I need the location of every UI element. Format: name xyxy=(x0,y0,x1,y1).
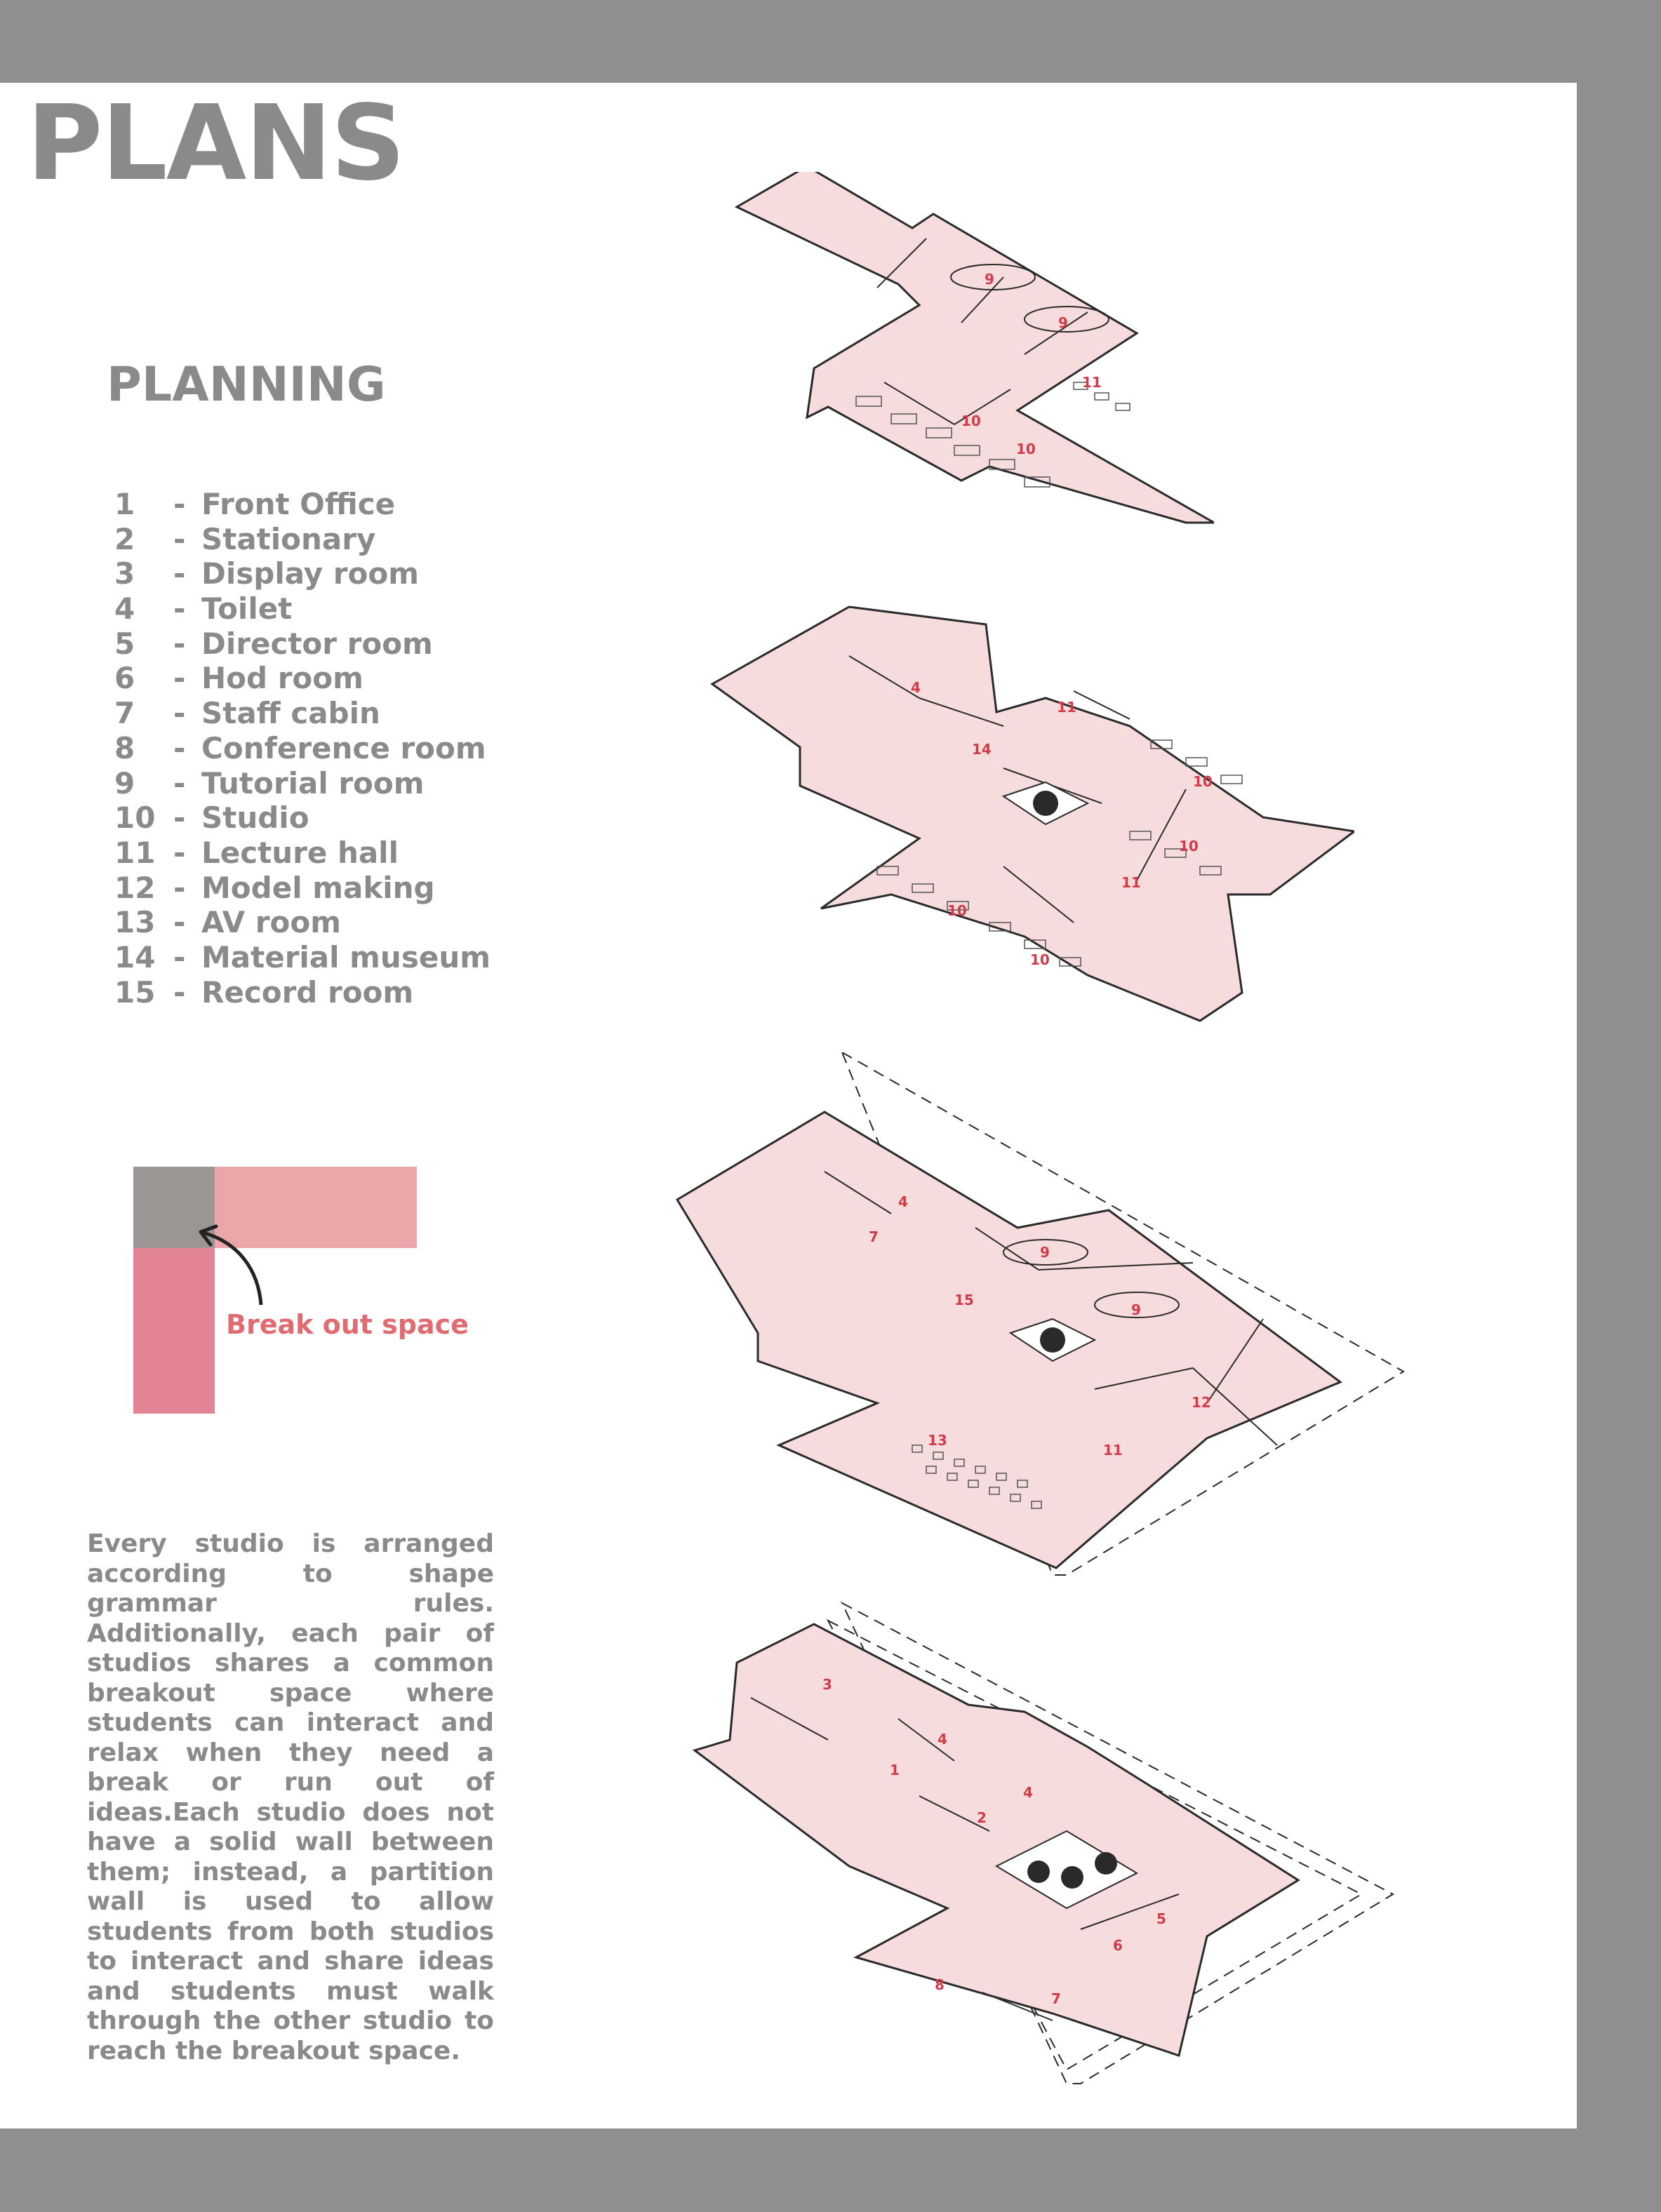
legend-item xyxy=(114,766,491,801)
legend-item xyxy=(114,661,491,696)
room-number: 11 xyxy=(1121,874,1141,891)
legend-item xyxy=(114,556,491,591)
room-number: 9 xyxy=(1040,1244,1050,1261)
tree xyxy=(1040,1327,1065,1353)
legend-number: 1 xyxy=(114,487,135,521)
legend-number: 11 xyxy=(114,835,156,870)
legend-room-name: Toilet xyxy=(201,591,293,626)
room-number: 2 xyxy=(977,1809,987,1826)
room-number: 9 xyxy=(1131,1301,1141,1318)
legend-dash: - xyxy=(173,487,186,521)
legend-item xyxy=(114,836,491,871)
room-number: 9 xyxy=(985,271,994,288)
room-number: 10 xyxy=(1030,951,1050,968)
legend-dash: - xyxy=(173,974,186,1010)
legend-dash: - xyxy=(173,939,186,974)
legend-room-name: Model making xyxy=(201,870,435,905)
room-number: 7 xyxy=(1051,1990,1061,2007)
legend-room-name: AV room xyxy=(201,905,341,940)
legend-number: 8 xyxy=(114,730,135,765)
description-text: Every studio is arranged according to shape grammar rules. Additionally, each pair of studios shares a common breakout space where students can interact and relax when they need a break or run out of ideas.Each studio does not have a solid wall between them; instead, a partition wall is used to allow students from both studios to interact and share ideas and students must walk through the other studio to reach the breakout space. xyxy=(87,1529,494,2065)
room-number: 11 xyxy=(1082,374,1102,391)
legend-item xyxy=(114,696,491,731)
legend-item xyxy=(114,905,491,940)
legend-room-name: Display room xyxy=(201,556,419,591)
legend-dash: - xyxy=(173,696,186,731)
legend-room-name: Material museum xyxy=(201,939,491,974)
legend-room-name: Front Office xyxy=(201,487,396,521)
legend-number: 4 xyxy=(114,591,135,626)
legend-number: 13 xyxy=(114,905,156,940)
room-number: 1 xyxy=(890,1762,900,1778)
tree xyxy=(1033,791,1058,816)
section-title: PLANNING xyxy=(107,357,386,413)
legend-dash: - xyxy=(173,661,186,696)
legend-dash: - xyxy=(173,800,186,836)
room-legend xyxy=(114,487,491,1010)
legend-number: 3 xyxy=(114,556,135,591)
legend-dash: - xyxy=(173,591,186,626)
room-number: 6 xyxy=(1113,1937,1123,1954)
legend-room-name: Studio xyxy=(201,800,309,836)
breakout-diagram xyxy=(133,1165,428,1417)
room-number: 7 xyxy=(869,1228,879,1245)
room-number: 11 xyxy=(1103,1442,1123,1459)
breakout-label: Break out space xyxy=(226,1309,469,1340)
plan-level-4 xyxy=(723,172,1214,533)
room-number: 5 xyxy=(1156,1910,1166,1927)
legend-item xyxy=(114,975,491,1010)
floor-slab xyxy=(677,1112,1340,1568)
room-number: 8 xyxy=(935,1976,945,1993)
room-number: 10 xyxy=(1179,838,1199,854)
legend-room-name: Hod room xyxy=(201,661,363,696)
floor-slab xyxy=(737,172,1214,523)
page-title: PLANS xyxy=(27,83,404,203)
room-number: 10 xyxy=(947,902,967,919)
legend-dash: - xyxy=(173,730,186,765)
legend-room-name: Tutorial room xyxy=(201,765,425,800)
legend-number: 10 xyxy=(114,800,156,836)
tree xyxy=(1027,1861,1050,1883)
legend-dash: - xyxy=(173,765,186,800)
legend-dash: - xyxy=(173,870,186,905)
legend-room-name: Record room xyxy=(201,974,414,1010)
room-number: 15 xyxy=(954,1292,974,1308)
legend-dash: - xyxy=(173,626,186,661)
room-number: 9 xyxy=(1058,314,1068,331)
legend-room-name: Stationary xyxy=(201,521,376,556)
breakout-horizontal-block xyxy=(215,1167,417,1248)
room-number: 3 xyxy=(822,1676,832,1693)
floor-slab xyxy=(695,1624,1298,2056)
legend-number: 12 xyxy=(114,870,156,905)
legend-item xyxy=(114,800,491,836)
legend-dash: - xyxy=(173,521,186,556)
room-number: 10 xyxy=(1193,773,1213,790)
legend-room-name: Lecture hall xyxy=(201,835,399,870)
legend-number: 6 xyxy=(114,661,135,696)
legend-number: 5 xyxy=(114,626,135,661)
legend-item xyxy=(114,591,491,626)
legend-number: 15 xyxy=(114,974,156,1010)
legend-room-name: Conference room xyxy=(201,730,486,765)
legend-dash: - xyxy=(173,835,186,870)
room-number: 10 xyxy=(1016,441,1036,457)
legend-room-name: Staff cabin xyxy=(201,696,380,731)
room-number: 14 xyxy=(972,741,992,758)
room-number: 10 xyxy=(961,413,981,429)
legend-item xyxy=(114,626,491,662)
room-number: 4 xyxy=(898,1193,908,1210)
room-number: 4 xyxy=(911,679,921,696)
legend-item xyxy=(114,731,491,766)
legend-number: 2 xyxy=(114,521,135,556)
tree xyxy=(1095,1852,1117,1875)
plan-level-3 xyxy=(709,572,1354,1028)
legend-dash: - xyxy=(173,556,186,591)
room-number: 11 xyxy=(1057,699,1076,716)
legend-dash: - xyxy=(173,905,186,940)
room-number: 4 xyxy=(938,1731,947,1748)
legend-number: 9 xyxy=(114,765,135,800)
plan-level-1 xyxy=(688,1600,1396,2091)
plan-level-2 xyxy=(674,1052,1410,1578)
tree xyxy=(1061,1866,1083,1889)
legend-number: 7 xyxy=(114,696,135,731)
legend-item xyxy=(114,871,491,906)
room-number: 4 xyxy=(1023,1784,1033,1801)
legend-item xyxy=(114,487,491,522)
room-number: 13 xyxy=(928,1432,947,1449)
breakout-vertical-block xyxy=(133,1248,215,1414)
legend-room-name: Director room xyxy=(201,626,433,661)
legend-number: 14 xyxy=(114,939,156,974)
room-number: 12 xyxy=(1192,1394,1211,1411)
legend-item xyxy=(114,522,491,557)
legend-item xyxy=(114,940,491,975)
